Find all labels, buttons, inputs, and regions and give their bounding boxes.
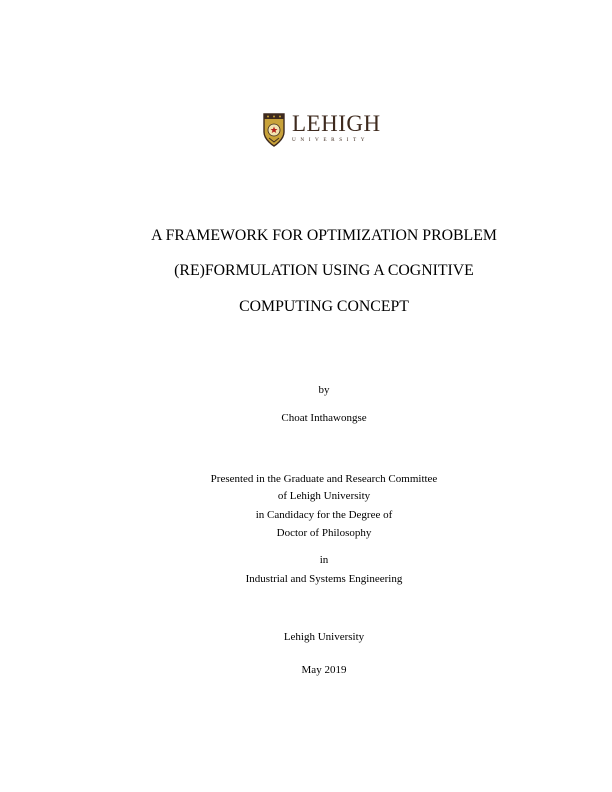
logo-wordmark xyxy=(292,112,381,143)
author-name: Choat Inthawongse xyxy=(281,412,367,424)
logo-subtitle: UNIVERSITY xyxy=(292,137,370,143)
title-line-3: COMPUTING CONCEPT xyxy=(239,298,409,315)
department-name: Industrial and Systems Engineering xyxy=(245,573,403,585)
submission-date: May 2019 xyxy=(301,664,347,676)
presented-line-1: Presented in the Graduate and Research Committee xyxy=(210,473,438,485)
by-label: by xyxy=(318,384,330,396)
in-label: in xyxy=(319,554,329,566)
university-logo xyxy=(262,112,381,148)
institution-name: Lehigh University xyxy=(283,631,365,643)
title-line-1: A FRAMEWORK FOR OPTIMIZATION PROBLEM xyxy=(151,227,497,244)
title-line-2: (RE)FORMULATION USING A COGNITIVE xyxy=(174,262,474,279)
degree-name: Doctor of Philosophy xyxy=(276,527,372,539)
lehigh-shield-icon xyxy=(262,112,286,148)
presented-line-3: in Candidacy for the Degree of xyxy=(255,509,393,521)
presented-line-2: of Lehigh University xyxy=(277,490,371,502)
logo-name: LEHIGH xyxy=(292,111,381,136)
